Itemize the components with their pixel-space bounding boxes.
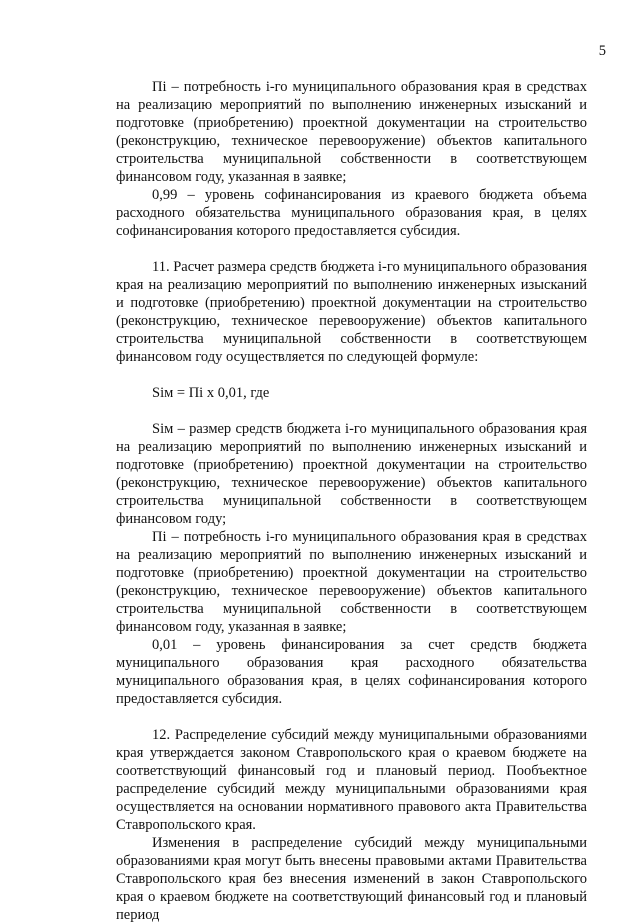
paragraph-gap — [116, 402, 587, 420]
paragraph-financing-rate: 0,01 – уровень финансирования за счет средств бюджета муниципального образования края расходного обязательства муниципального образования края, в целях софинансирования которого предоставляется субсидия. — [116, 637, 587, 707]
page-number: 5 — [598, 43, 606, 59]
paragraph-pi-definition-2: Пi – потребность i-го муниципального образования края в средствах на реализацию мероприятий по выполнению инженерных изысканий и подготовке (приобретению) проектной документации на строительство (реконструкцию, техническое перевооружение) объектов капитального строительства муниципальной собственности в соответствующем финансовом году, указанная в заявке; — [116, 529, 587, 635]
paragraph-changes: Изменения в распределение субсидий между муниципальными образованиями края могут быть внесены правовыми актами Правительства Ставропольского края без внесения изменений в закон Ставропольского края о краевом бюджете на соответствующий финансовый год и плановый период — [116, 835, 587, 923]
paragraph-sim-definition: Siм – размер средств бюджета i-го муниципального образования края на реализацию мероприятий по выполнению инженерных изысканий и подготовке (приобретению) проектной документации на строительство (реконструкцию, техническое перевооружение) объектов капитального строительства муниципальной собственности в соответствующем финансовом году; — [116, 421, 587, 527]
paragraph-pi-definition: Пi – потребность i-го муниципального образования края в средствах на реализацию мероприятий по выполнению инженерных изысканий и подготовке (приобретению) проектной документации на строительство (реконструкцию, техническое перевооружение) объектов капитального строительства муниципальной собственности в соответствующем финансовом году, указанная в заявке; — [116, 79, 587, 185]
paragraph-item-12: 12. Распределение субсидий между муниципальными образованиями края утверждается законом Ставропольского края о краевом бюджете на соответствующий финансовый год и плановый период. Пообъектное распределение субсидий между муниципальными образованиями края осуществляется на основании нормативного правового акта Правительства Ставропольского края. — [116, 727, 587, 833]
paragraph-cofinancing-rate: 0,99 – уровень софинансирования из краевого бюджета объема расходного обязательства муниципального образования края, в целях софинансирования которого предоставляется субсидия. — [116, 187, 587, 239]
paragraph-gap — [116, 708, 587, 726]
document-body — [116, 78, 587, 924]
paragraph-item-11: 11. Расчет размера средств бюджета i-го муниципального образования края на реализацию мероприятий по выполнению инженерных изысканий и подготовке (приобретению) проектной документации на строительство (реконструкцию, техническое перевооружение) объектов капитального строительства муниципальной собственности в соответствующем финансовом году осуществляется по следующей формуле: — [116, 259, 587, 365]
paragraph-gap — [116, 240, 587, 258]
paragraph-gap — [116, 366, 587, 384]
formula: Siм = Пi x 0,01, где — [152, 385, 270, 401]
